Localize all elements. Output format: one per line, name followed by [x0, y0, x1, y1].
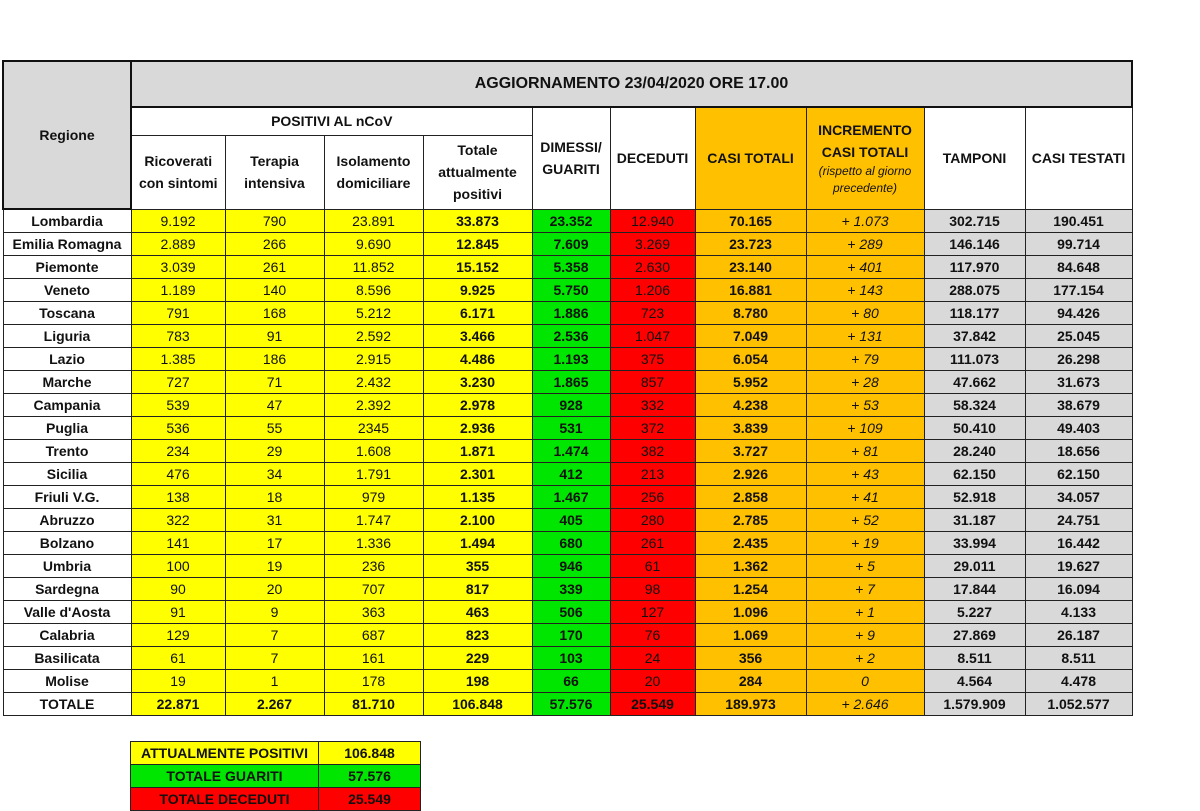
- cell-deceduti: 12.940: [610, 209, 695, 233]
- cell-terapia: 55: [225, 417, 324, 440]
- header-isolamento: Isolamento domiciliare: [324, 135, 423, 209]
- cell-tamponi: 37.842: [924, 325, 1025, 348]
- cell-deceduti: 24: [610, 647, 695, 670]
- cell-casi-totali: 6.054: [695, 348, 806, 371]
- cell-isolamento: 23.891: [324, 209, 423, 233]
- header-casi-totali: CASI TOTALI: [695, 107, 806, 209]
- cell-totale-positivi: 463: [423, 601, 532, 624]
- cell-dimessi: 7.609: [532, 233, 610, 256]
- cell-ricoverati: 3.039: [131, 256, 225, 279]
- cell-deceduti: 382: [610, 440, 695, 463]
- cell-ricoverati: 129: [131, 624, 225, 647]
- cell-isolamento: 363: [324, 601, 423, 624]
- region-name: Toscana: [3, 302, 131, 325]
- cell-totale-positivi: 2.301: [423, 463, 532, 486]
- cell-casi-totali: 284: [695, 670, 806, 693]
- cell-isolamento: 5.212: [324, 302, 423, 325]
- cell-tamponi: 302.715: [924, 209, 1025, 233]
- cell-ricoverati: 90: [131, 578, 225, 601]
- table-row: [3, 647, 1132, 670]
- cell-deceduti: 372: [610, 417, 695, 440]
- cell-casi-totali: 3.727: [695, 440, 806, 463]
- cell-totale-positivi: 33.873: [423, 209, 532, 233]
- cell-tamponi: 4.564: [924, 670, 1025, 693]
- cell-isolamento: 8.596: [324, 279, 423, 302]
- cell-dimessi: 531: [532, 417, 610, 440]
- table-row: [3, 486, 1132, 509]
- table-row: [3, 509, 1132, 532]
- cell-isolamento: 2.592: [324, 325, 423, 348]
- cell-casi-testati: 25.045: [1025, 325, 1132, 348]
- table-row: [3, 417, 1132, 440]
- table-row: [3, 256, 1132, 279]
- cell-incremento: + 289: [806, 233, 924, 256]
- cell-terapia: 47: [225, 394, 324, 417]
- cell-casi-totali: 70.165: [695, 209, 806, 233]
- cell-ricoverati: 19: [131, 670, 225, 693]
- table-row: [3, 440, 1132, 463]
- cell-casi-testati: 26.187: [1025, 624, 1132, 647]
- cell-deceduti: 76: [610, 624, 695, 647]
- cell-casi-testati: 18.656: [1025, 440, 1132, 463]
- cell-dimessi: 2.536: [532, 325, 610, 348]
- cell-terapia: 71: [225, 371, 324, 394]
- cell-casi-testati: 8.511: [1025, 647, 1132, 670]
- cell-dimessi: 66: [532, 670, 610, 693]
- cell-casi-testati: 16.442: [1025, 532, 1132, 555]
- header-incremento-label: INCREMENTO CASI TOTALI: [818, 122, 912, 161]
- cell-totale-positivi: 229: [423, 647, 532, 670]
- region-name: Veneto: [3, 279, 131, 302]
- cell-casi-totali: 1.096: [695, 601, 806, 624]
- table-row: [3, 532, 1132, 555]
- cell-isolamento: 687: [324, 624, 423, 647]
- cell-incremento: + 7: [806, 578, 924, 601]
- cell-incremento: 0: [806, 670, 924, 693]
- region-name: Friuli V.G.: [3, 486, 131, 509]
- cell-isolamento: 178: [324, 670, 423, 693]
- cell-incremento: + 5: [806, 555, 924, 578]
- total-ricoverati: 22.871: [131, 693, 225, 716]
- cell-deceduti: 20: [610, 670, 695, 693]
- cell-tamponi: 17.844: [924, 578, 1025, 601]
- cell-casi-testati: 94.426: [1025, 302, 1132, 325]
- table-row: [3, 371, 1132, 394]
- cell-casi-testati: 49.403: [1025, 417, 1132, 440]
- region-name: Molise: [3, 670, 131, 693]
- cell-totale-positivi: 1.871: [423, 440, 532, 463]
- cell-dimessi: 170: [532, 624, 610, 647]
- cell-isolamento: 1.791: [324, 463, 423, 486]
- cell-terapia: 790: [225, 209, 324, 233]
- header-dimessi: DIMESSI/ GUARITI: [532, 107, 610, 209]
- region-name: Lazio: [3, 348, 131, 371]
- cell-incremento: + 43: [806, 463, 924, 486]
- total-isolamento: 81.710: [324, 693, 423, 716]
- cell-casi-totali: 1.254: [695, 578, 806, 601]
- cell-casi-testati: 26.298: [1025, 348, 1132, 371]
- cell-incremento: + 53: [806, 394, 924, 417]
- cell-tamponi: 33.994: [924, 532, 1025, 555]
- cell-casi-totali: 16.881: [695, 279, 806, 302]
- cell-incremento: + 19: [806, 532, 924, 555]
- cell-isolamento: 236: [324, 555, 423, 578]
- cell-casi-testati: 4.478: [1025, 670, 1132, 693]
- cell-terapia: 7: [225, 647, 324, 670]
- header-regione: Regione: [3, 61, 131, 209]
- cell-incremento: + 131: [806, 325, 924, 348]
- cell-tamponi: 288.075: [924, 279, 1025, 302]
- cell-casi-totali: 5.952: [695, 371, 806, 394]
- cell-totale-positivi: 1.494: [423, 532, 532, 555]
- header-positivi-group: POSITIVI AL nCoV: [131, 107, 532, 135]
- cell-terapia: 18: [225, 486, 324, 509]
- cell-deceduti: 857: [610, 371, 695, 394]
- cell-dimessi: 412: [532, 463, 610, 486]
- cell-casi-testati: 99.714: [1025, 233, 1132, 256]
- total-label: TOTALE: [3, 693, 131, 716]
- summary-label: TOTALE DECEDUTI: [131, 788, 319, 811]
- table-row: [3, 394, 1132, 417]
- cell-dimessi: 5.750: [532, 279, 610, 302]
- total-terapia: 2.267: [225, 693, 324, 716]
- cell-incremento: + 401: [806, 256, 924, 279]
- region-name: Bolzano: [3, 532, 131, 555]
- cell-totale-positivi: 198: [423, 670, 532, 693]
- cell-dimessi: 680: [532, 532, 610, 555]
- region-name: Sardegna: [3, 578, 131, 601]
- cell-ricoverati: 536: [131, 417, 225, 440]
- header-tamponi: TAMPONI: [924, 107, 1025, 209]
- cell-totale-positivi: 9.925: [423, 279, 532, 302]
- table-row: [3, 233, 1132, 256]
- cell-casi-totali: 2.785: [695, 509, 806, 532]
- cell-deceduti: 261: [610, 532, 695, 555]
- cell-deceduti: 723: [610, 302, 695, 325]
- region-name: Umbria: [3, 555, 131, 578]
- cell-isolamento: 2.392: [324, 394, 423, 417]
- cell-incremento: + 2: [806, 647, 924, 670]
- cell-incremento: + 9: [806, 624, 924, 647]
- region-name: Emilia Romagna: [3, 233, 131, 256]
- cell-terapia: 168: [225, 302, 324, 325]
- cell-dimessi: 339: [532, 578, 610, 601]
- cell-isolamento: 2.432: [324, 371, 423, 394]
- table-row: [3, 555, 1132, 578]
- cell-totale-positivi: 823: [423, 624, 532, 647]
- cell-casi-testati: 177.154: [1025, 279, 1132, 302]
- header-incremento-note: (rispetto al giorno precedente): [818, 164, 912, 196]
- summary-value: 106.848: [319, 742, 421, 765]
- cell-totale-positivi: 3.466: [423, 325, 532, 348]
- table-row: [3, 624, 1132, 647]
- cell-ricoverati: 322: [131, 509, 225, 532]
- cell-casi-totali: 2.858: [695, 486, 806, 509]
- cell-totale-positivi: 3.230: [423, 371, 532, 394]
- cell-deceduti: 256: [610, 486, 695, 509]
- cell-ricoverati: 791: [131, 302, 225, 325]
- cell-ricoverati: 91: [131, 601, 225, 624]
- cell-totale-positivi: 355: [423, 555, 532, 578]
- cell-dimessi: 1.193: [532, 348, 610, 371]
- cell-dimessi: 103: [532, 647, 610, 670]
- table-row: [3, 279, 1132, 302]
- cell-tamponi: 111.073: [924, 348, 1025, 371]
- cell-tamponi: 62.150: [924, 463, 1025, 486]
- cell-totale-positivi: 15.152: [423, 256, 532, 279]
- cell-casi-totali: 356: [695, 647, 806, 670]
- total-row: [3, 693, 1132, 716]
- cell-ricoverati: 727: [131, 371, 225, 394]
- summary-row: [131, 765, 421, 788]
- cell-tamponi: 28.240: [924, 440, 1025, 463]
- summary-row: [131, 742, 421, 765]
- cell-totale-positivi: 4.486: [423, 348, 532, 371]
- cell-isolamento: 161: [324, 647, 423, 670]
- cell-deceduti: 98: [610, 578, 695, 601]
- cell-ricoverati: 138: [131, 486, 225, 509]
- cell-tamponi: 118.177: [924, 302, 1025, 325]
- total-testati: 1.052.577: [1025, 693, 1132, 716]
- cell-ricoverati: 539: [131, 394, 225, 417]
- table-row: [3, 348, 1132, 371]
- region-name: Liguria: [3, 325, 131, 348]
- cell-ricoverati: 234: [131, 440, 225, 463]
- cell-incremento: + 41: [806, 486, 924, 509]
- region-name: Lombardia: [3, 209, 131, 233]
- header-casi-testati: CASI TESTATI: [1025, 107, 1132, 209]
- cell-casi-testati: 84.648: [1025, 256, 1132, 279]
- cell-ricoverati: 61: [131, 647, 225, 670]
- cell-terapia: 1: [225, 670, 324, 693]
- region-name: Puglia: [3, 417, 131, 440]
- total-deceduti: 25.549: [610, 693, 695, 716]
- cell-incremento: + 52: [806, 509, 924, 532]
- region-name: Trento: [3, 440, 131, 463]
- cell-totale-positivi: 12.845: [423, 233, 532, 256]
- cell-isolamento: 1.608: [324, 440, 423, 463]
- table-row: [3, 463, 1132, 486]
- header-ricoverati: Ricoverati con sintomi: [131, 135, 225, 209]
- cell-tamponi: 52.918: [924, 486, 1025, 509]
- cell-dimessi: 1.865: [532, 371, 610, 394]
- cell-casi-testati: 62.150: [1025, 463, 1132, 486]
- cell-tamponi: 27.869: [924, 624, 1025, 647]
- region-name: Sicilia: [3, 463, 131, 486]
- cell-isolamento: 9.690: [324, 233, 423, 256]
- header-terapia: Terapia intensiva: [225, 135, 324, 209]
- summary-label: ATTUALMENTE POSITIVI: [131, 742, 319, 765]
- cell-casi-testati: 31.673: [1025, 371, 1132, 394]
- cell-tamponi: 31.187: [924, 509, 1025, 532]
- cell-incremento: + 1: [806, 601, 924, 624]
- cell-incremento: + 79: [806, 348, 924, 371]
- total-incremento: + 2.646: [806, 693, 924, 716]
- cell-dimessi: 946: [532, 555, 610, 578]
- header-deceduti: DECEDUTI: [610, 107, 695, 209]
- cell-isolamento: 1.747: [324, 509, 423, 532]
- cell-casi-totali: 23.723: [695, 233, 806, 256]
- header-incremento: [806, 107, 924, 209]
- cell-casi-totali: 2.926: [695, 463, 806, 486]
- region-name: Marche: [3, 371, 131, 394]
- summary-value: 57.576: [319, 765, 421, 788]
- region-name: Campania: [3, 394, 131, 417]
- cell-deceduti: 1.206: [610, 279, 695, 302]
- cell-totale-positivi: 6.171: [423, 302, 532, 325]
- total-casi: 189.973: [695, 693, 806, 716]
- cell-incremento: + 143: [806, 279, 924, 302]
- cell-ricoverati: 2.889: [131, 233, 225, 256]
- cell-tamponi: 5.227: [924, 601, 1025, 624]
- update-title: AGGIORNAMENTO 23/04/2020 ORE 17.00: [131, 61, 1132, 107]
- region-name: Piemonte: [3, 256, 131, 279]
- cell-tamponi: 58.324: [924, 394, 1025, 417]
- cell-dimessi: 928: [532, 394, 610, 417]
- cell-isolamento: 707: [324, 578, 423, 601]
- cell-deceduti: 375: [610, 348, 695, 371]
- cell-casi-testati: 19.627: [1025, 555, 1132, 578]
- cell-dimessi: 506: [532, 601, 610, 624]
- cell-isolamento: 2345: [324, 417, 423, 440]
- header-totale-positivi: Totale attualmente positivi: [423, 135, 532, 209]
- cell-casi-totali: 7.049: [695, 325, 806, 348]
- cell-terapia: 29: [225, 440, 324, 463]
- cell-terapia: 140: [225, 279, 324, 302]
- cell-totale-positivi: 817: [423, 578, 532, 601]
- cell-ricoverati: 100: [131, 555, 225, 578]
- cell-dimessi: 1.467: [532, 486, 610, 509]
- cell-casi-testati: 190.451: [1025, 209, 1132, 233]
- cell-casi-totali: 8.780: [695, 302, 806, 325]
- region-name: Valle d'Aosta: [3, 601, 131, 624]
- cell-totale-positivi: 1.135: [423, 486, 532, 509]
- cell-deceduti: 280: [610, 509, 695, 532]
- table-row: [3, 578, 1132, 601]
- cell-deceduti: 332: [610, 394, 695, 417]
- cell-isolamento: 1.336: [324, 532, 423, 555]
- cell-deceduti: 213: [610, 463, 695, 486]
- cell-terapia: 19: [225, 555, 324, 578]
- cell-tamponi: 29.011: [924, 555, 1025, 578]
- cell-dimessi: 5.358: [532, 256, 610, 279]
- cell-tamponi: 50.410: [924, 417, 1025, 440]
- cell-isolamento: 11.852: [324, 256, 423, 279]
- cell-terapia: 7: [225, 624, 324, 647]
- cell-terapia: 9: [225, 601, 324, 624]
- cell-casi-totali: 1.362: [695, 555, 806, 578]
- cell-casi-testati: 34.057: [1025, 486, 1132, 509]
- cell-dimessi: 405: [532, 509, 610, 532]
- cell-terapia: 34: [225, 463, 324, 486]
- cell-casi-totali: 3.839: [695, 417, 806, 440]
- table-row: [3, 302, 1132, 325]
- region-name: Basilicata: [3, 647, 131, 670]
- cell-ricoverati: 783: [131, 325, 225, 348]
- cell-terapia: 31: [225, 509, 324, 532]
- cell-terapia: 91: [225, 325, 324, 348]
- total-positivi: 106.848: [423, 693, 532, 716]
- summary-table: [130, 741, 421, 811]
- cell-terapia: 261: [225, 256, 324, 279]
- cell-ricoverati: 141: [131, 532, 225, 555]
- cell-ricoverati: 1.385: [131, 348, 225, 371]
- cell-deceduti: 1.047: [610, 325, 695, 348]
- cell-dimessi: 1.886: [532, 302, 610, 325]
- cell-incremento: + 80: [806, 302, 924, 325]
- cell-incremento: + 28: [806, 371, 924, 394]
- summary-label: TOTALE GUARITI: [131, 765, 319, 788]
- cell-deceduti: 61: [610, 555, 695, 578]
- cell-deceduti: 3.269: [610, 233, 695, 256]
- cell-casi-totali: 2.435: [695, 532, 806, 555]
- cell-ricoverati: 1.189: [131, 279, 225, 302]
- cell-deceduti: 2.630: [610, 256, 695, 279]
- cell-terapia: 20: [225, 578, 324, 601]
- cell-casi-totali: 23.140: [695, 256, 806, 279]
- total-tamponi: 1.579.909: [924, 693, 1025, 716]
- cell-tamponi: 8.511: [924, 647, 1025, 670]
- cell-tamponi: 146.146: [924, 233, 1025, 256]
- cell-isolamento: 979: [324, 486, 423, 509]
- cell-casi-testati: 4.133: [1025, 601, 1132, 624]
- cell-terapia: 266: [225, 233, 324, 256]
- region-name: Calabria: [3, 624, 131, 647]
- total-dimessi: 57.576: [532, 693, 610, 716]
- cell-casi-testati: 16.094: [1025, 578, 1132, 601]
- cell-casi-testati: 24.751: [1025, 509, 1132, 532]
- cell-dimessi: 23.352: [532, 209, 610, 233]
- cell-ricoverati: 9.192: [131, 209, 225, 233]
- cell-isolamento: 2.915: [324, 348, 423, 371]
- table-row: [3, 601, 1132, 624]
- summary-row: [131, 788, 421, 811]
- cell-dimessi: 1.474: [532, 440, 610, 463]
- cell-incremento: + 1.073: [806, 209, 924, 233]
- table-row: [3, 209, 1132, 233]
- region-name: Abruzzo: [3, 509, 131, 532]
- cell-incremento: + 81: [806, 440, 924, 463]
- cell-casi-totali: 4.238: [695, 394, 806, 417]
- cell-incremento: + 109: [806, 417, 924, 440]
- summary-value: 25.549: [319, 788, 421, 811]
- cell-casi-testati: 38.679: [1025, 394, 1132, 417]
- cell-terapia: 17: [225, 532, 324, 555]
- cell-tamponi: 47.662: [924, 371, 1025, 394]
- cell-casi-totali: 1.069: [695, 624, 806, 647]
- cell-ricoverati: 476: [131, 463, 225, 486]
- table-row: [3, 325, 1132, 348]
- cell-terapia: 186: [225, 348, 324, 371]
- cell-totale-positivi: 2.978: [423, 394, 532, 417]
- cell-totale-positivi: 2.936: [423, 417, 532, 440]
- table-row: [3, 670, 1132, 693]
- cell-tamponi: 117.970: [924, 256, 1025, 279]
- cell-deceduti: 127: [610, 601, 695, 624]
- covid-data-table: [2, 60, 1133, 716]
- cell-totale-positivi: 2.100: [423, 509, 532, 532]
